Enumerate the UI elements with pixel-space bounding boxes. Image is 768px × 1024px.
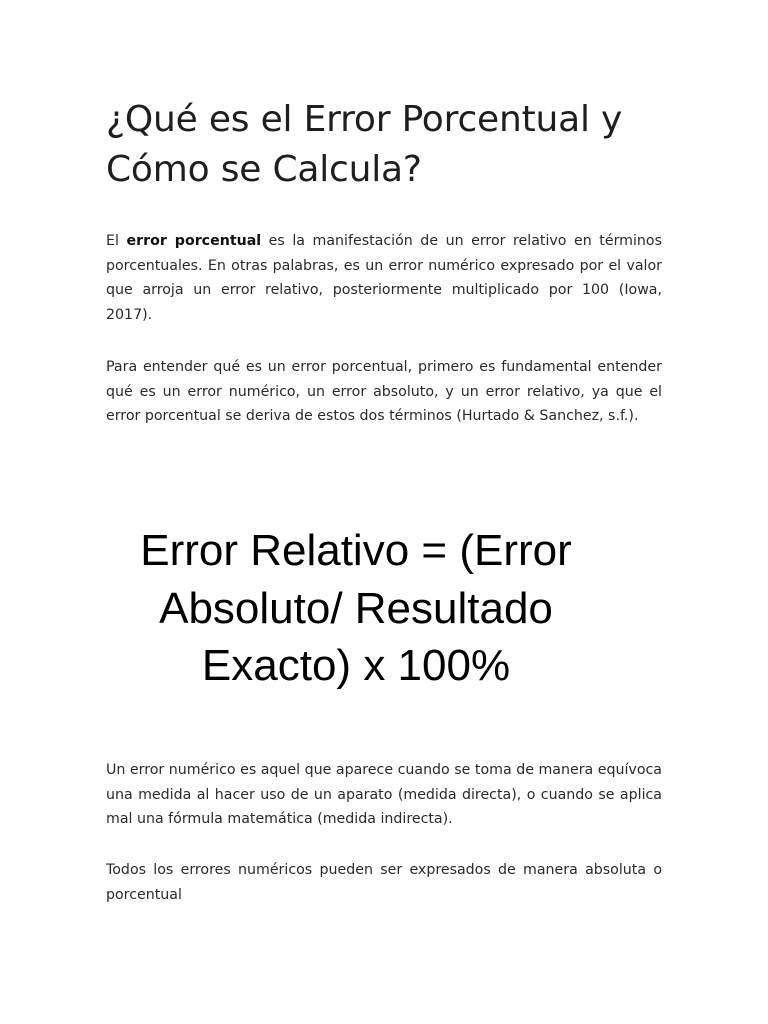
title-line-1: ¿Qué es el Error Porcentual y bbox=[106, 99, 623, 140]
paragraph-numeric-error: Un error numérico es aquel que aparece cuando se toma de manera equívoca una medida al hacer uso de un aparato (medida directa), o cuando se aplica mal una fórmula matemática (medida indirecta). bbox=[106, 762, 662, 827]
paragraph-context: Para entender qué es un error porcentual, primero es fundamental entender qué es un error numérico, un error absoluto, y un error relativo, ya que el error porcentual se deriva de estos dos términos (Hurtado & Sanchez, s.f.). bbox=[106, 359, 662, 424]
formula-image bbox=[106, 522, 606, 695]
term-error-porcentual: error porcentual bbox=[126, 233, 262, 249]
paragraph-definition-prefix: El bbox=[106, 233, 127, 249]
title-line-2: Cómo se Calcula? bbox=[106, 149, 422, 190]
formula-line-1: Error Relativo = (Error bbox=[140, 526, 572, 575]
page-title bbox=[106, 95, 686, 195]
formula-line-3: Exacto) x 100% bbox=[201, 641, 511, 690]
paragraph-expression: Todos los errores numéricos pueden ser expresados de manera absoluta o porcentual bbox=[106, 862, 662, 903]
formula-line-2: Absoluto/ Resultado bbox=[159, 583, 553, 633]
paragraph-definition bbox=[106, 229, 662, 327]
paragraph-definition-text: es la manifestación de un error relativo en términos porcentuales. En otras palabras, es un error numérico expresado por el valor que arroja un error relativo, posteriormente multiplicado por 100 (Iowa, 2017). bbox=[106, 233, 662, 323]
